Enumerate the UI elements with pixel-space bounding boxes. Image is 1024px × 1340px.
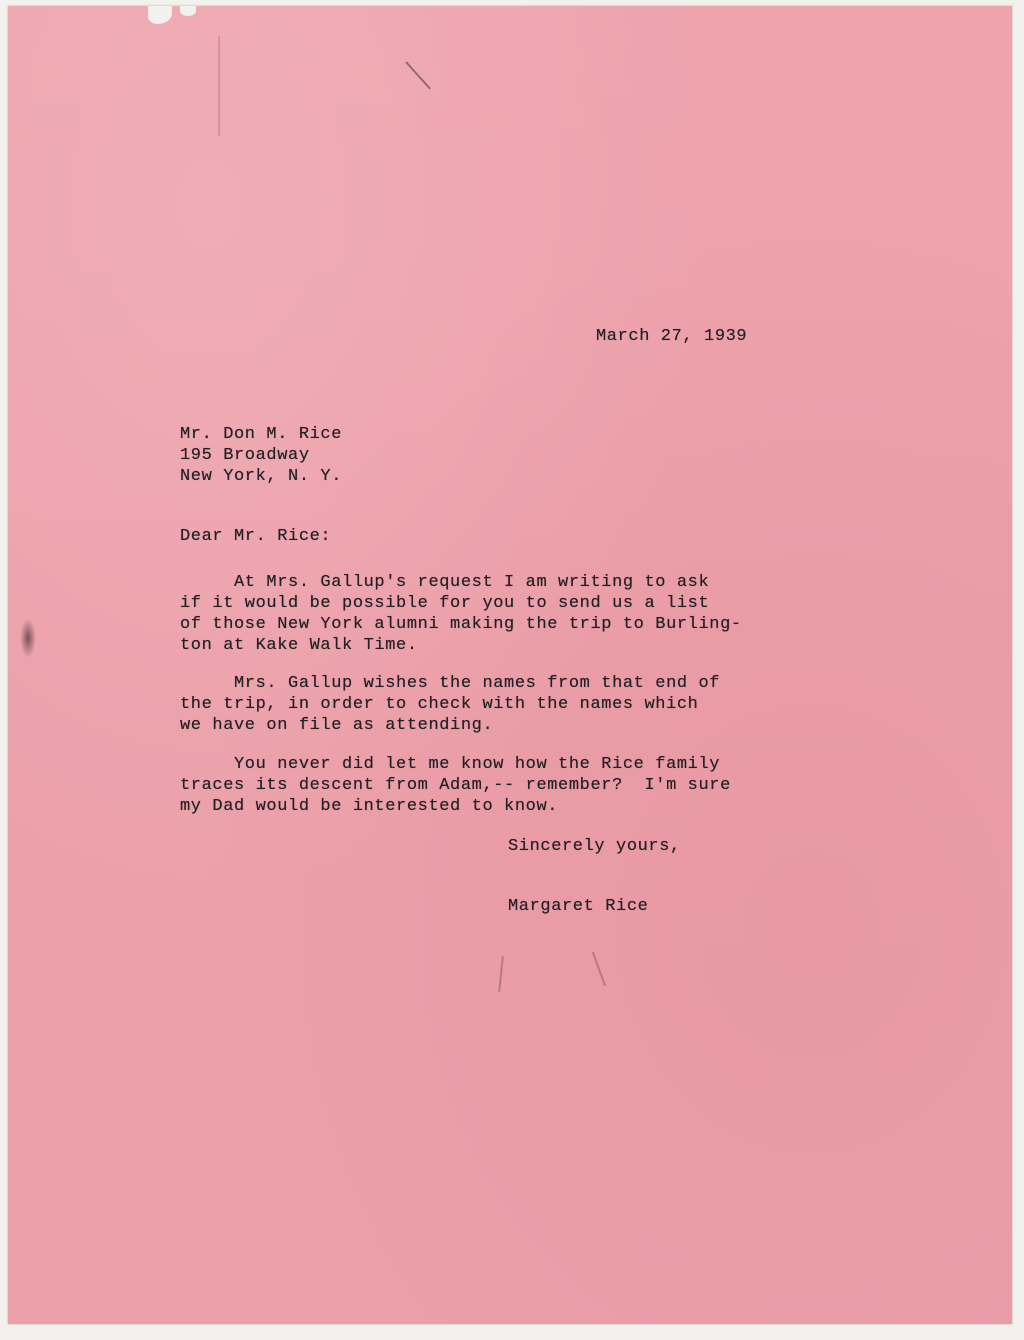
recipient-street: 195 Broadway bbox=[180, 446, 310, 465]
paragraph-line: the trip, in order to check with the names which bbox=[180, 695, 699, 714]
paragraph-line: traces its descent from Adam,-- remember? I'm sure bbox=[180, 776, 731, 795]
paragraph-line: we have on file as attending. bbox=[180, 716, 494, 735]
paragraph-line: Mrs. Gallup wishes the names from that end of bbox=[180, 674, 721, 693]
salutation: Dear Mr. Rice: bbox=[180, 527, 332, 546]
signer-name: Margaret Rice bbox=[508, 897, 649, 916]
paragraph-line: ton at Kake Walk Time. bbox=[180, 636, 418, 655]
paragraph-line: You never did let me know how the Rice family bbox=[180, 755, 721, 774]
recipient-name: Mr. Don M. Rice bbox=[180, 425, 343, 444]
recipient-city: New York, N. Y. bbox=[180, 467, 343, 486]
paragraph-line: of those New York alumni making the trip to Burling- bbox=[180, 615, 742, 634]
pink-paper-sheet bbox=[8, 6, 1012, 1324]
paragraph-line: my Dad would be interested to know. bbox=[180, 797, 559, 816]
typed-letter bbox=[8, 6, 1012, 1324]
body-paragraph bbox=[180, 572, 860, 656]
body-paragraph bbox=[180, 754, 860, 817]
closing: Sincerely yours, bbox=[508, 837, 681, 856]
paragraph-line: if it would be possible for you to send us a list bbox=[180, 594, 710, 613]
letter-date: March 27, 1939 bbox=[596, 327, 748, 346]
body-paragraph bbox=[180, 673, 860, 736]
paragraph-line: At Mrs. Gallup's request I am writing to ask bbox=[180, 573, 710, 592]
